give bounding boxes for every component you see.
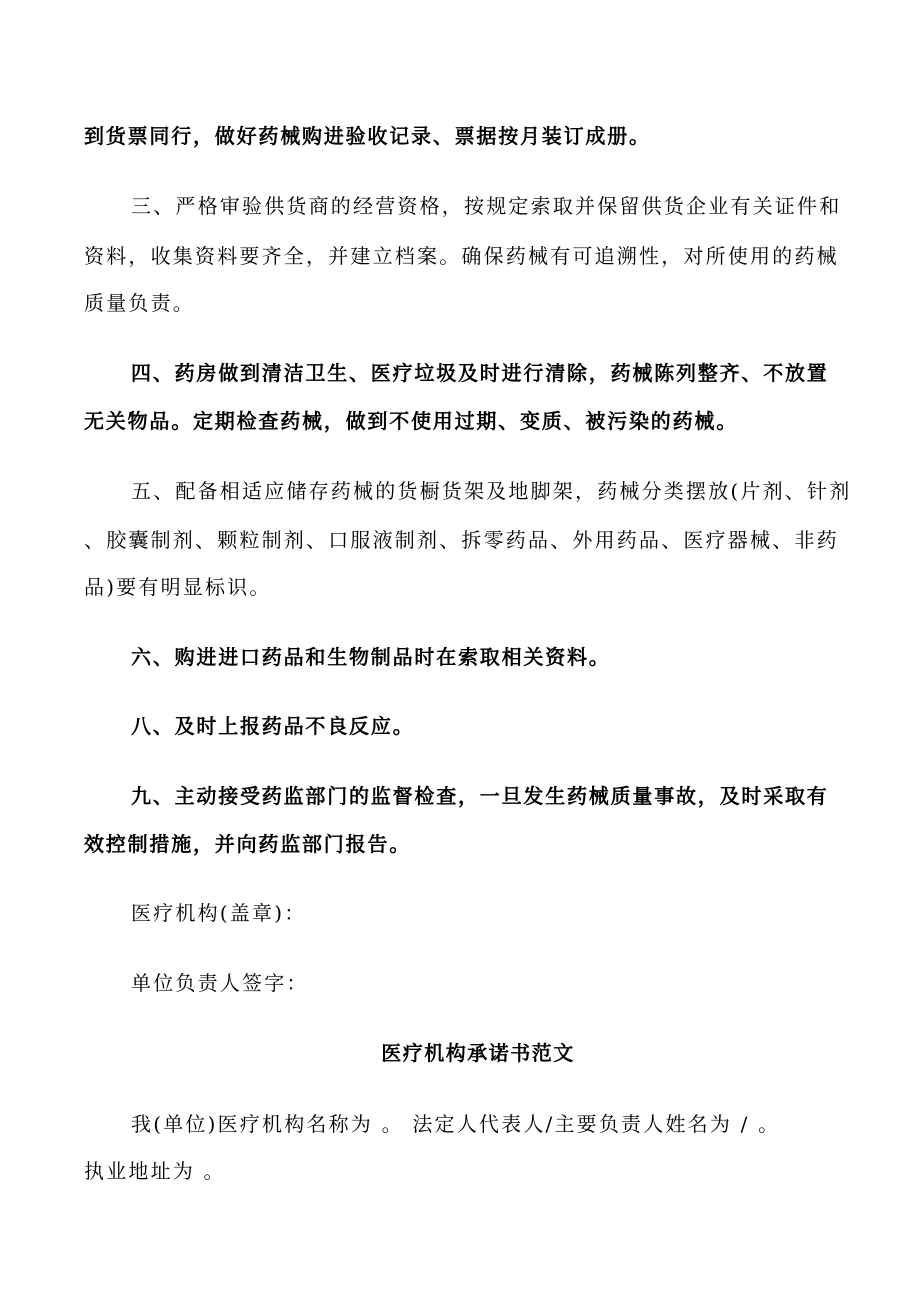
- paragraph-line: 四、药房做到清洁卫生、医疗垃圾及时进行清除，药械陈列整齐、不放置: [131, 361, 829, 385]
- paragraph-line: 我(单位)医疗机构名称为 。 法定人代表人/主要负责人姓名为 / 。: [131, 1112, 781, 1136]
- paragraph-line: 八、及时上报药品不良反应。: [131, 714, 415, 738]
- paragraph-line: 、胶囊制剂、颗粒制剂、口服液制剂、拆零药品、外用药品、医疗器械、非药: [84, 528, 839, 552]
- paragraph-line: 三、严格审验供货商的经营资格，按规定索取并保留供货企业有关证件和: [131, 194, 842, 218]
- paragraph-line: 无关物品。定期检查药械，做到不使用过期、变质、被污染的药械。: [84, 409, 738, 433]
- paragraph-line: 质量负责。: [84, 291, 195, 315]
- paragraph-line: 到货票同行，做好药械购进验收记录、票据按月装订成册。: [84, 124, 651, 148]
- paragraph-line: 九、主动接受药监部门的监督检查，一旦发生药械质量事故，及时采取有: [131, 784, 829, 808]
- paragraph-line: 六、购进进口药品和生物制品时在索取相关资料。: [131, 645, 611, 669]
- paragraph-line: 品)要有明显标识。: [84, 575, 272, 599]
- paragraph-line: 效控制措施，并向药监部门报告。: [84, 832, 411, 856]
- paragraph-line: 执业地址为 。: [84, 1159, 226, 1183]
- paragraph-line: 五、配备相适应储存药械的货橱货架及地脚架，药械分类摆放(片剂、针剂: [131, 479, 852, 503]
- document-title: 医疗机构承诺书范文: [381, 1041, 575, 1065]
- signature-line: 单位负责人签字：: [131, 971, 309, 995]
- paragraph-line: 资料，收集资料要齐全，并建立档案。确保药械有可追溯性，对所使用的药械: [84, 244, 839, 268]
- seal-line: 医疗机构(盖章)：: [131, 901, 307, 925]
